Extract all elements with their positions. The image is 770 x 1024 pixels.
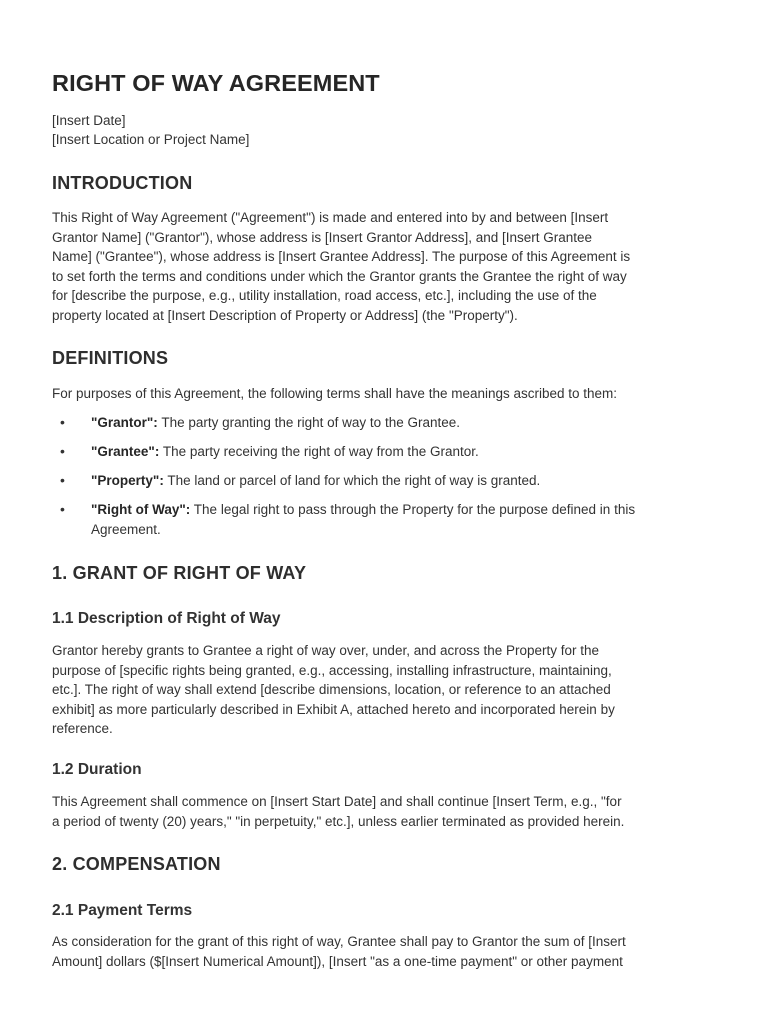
paragraph-line: Amount] dollars ($[Insert Numerical Amount]), [Insert "as a one-time payment" or other payment <box>52 953 623 969</box>
paragraph-line: for [describe the purpose, e.g., utility installation, road access, etc.], including the use of the <box>52 288 597 303</box>
definition-text: The party receiving the right of way from the Grantor. <box>159 444 479 459</box>
paragraph-line: reference. <box>52 721 113 736</box>
bullet-icon: • <box>60 443 65 459</box>
section-2-1-paragraph <box>52 932 724 971</box>
definition-term: "Grantee": <box>91 444 160 459</box>
definition-term: "Property": <box>91 473 164 488</box>
location-placeholder: [Insert Location or Project Name] <box>52 132 250 147</box>
introduction-paragraph <box>52 208 724 325</box>
section-2-heading: 2. COMPENSATION <box>52 854 221 874</box>
document-title: RIGHT OF WAY AGREEMENT <box>52 70 380 96</box>
paragraph-line: exhibit] as more particularly described in Exhibit A, attached hereto and incorporated herein by <box>52 701 615 717</box>
bullet-icon: • <box>60 501 65 517</box>
paragraph-line: For purposes of this Agreement, the following terms shall have the meanings ascribed to them: <box>52 386 618 401</box>
section-2-1-heading: 2.1 Payment Terms <box>52 902 193 919</box>
definition-term: "Right of Way": <box>91 502 191 517</box>
paragraph-line: This Right of Way Agreement ("Agreement") is made and entered into by and between [Insert <box>52 210 609 225</box>
definition-text: The party granting the right of way to the Grantee. <box>157 415 460 430</box>
bullet-icon: • <box>60 472 65 488</box>
paragraph-line: This Agreement shall commence on [Insert Start Date] and shall continue [Insert Term, e.g., "for <box>52 794 622 809</box>
paragraph-line: a period of twenty (20) years," "in perpetuity," etc.], unless earlier terminated as provided herein. <box>52 813 625 829</box>
paragraph-line: etc.]. The right of way shall extend [describe dimensions, location, or reference to an attached <box>52 682 611 697</box>
bullet-icon: • <box>60 414 65 430</box>
definition-text: The land or parcel of land for which the right of way is granted. <box>163 473 541 488</box>
section-1-2-heading: 1.2 Duration <box>52 761 142 778</box>
definition-text-continued: Agreement. <box>91 521 161 537</box>
section-1-1-heading: 1.1 Description of Right of Way <box>52 610 281 627</box>
definitions-heading: DEFINITIONS <box>52 348 169 368</box>
section-1-2-paragraph <box>52 792 724 831</box>
paragraph-line: Grantor hereby grants to Grantee a right of way over, under, and across the Property for the <box>52 643 600 658</box>
paragraph-line: Grantor Name] ("Grantor"), whose address is [Insert Grantor Address], and [Insert Grantee <box>52 229 593 245</box>
date-placeholder: [Insert Date] <box>52 113 126 128</box>
introduction-heading: INTRODUCTION <box>52 173 193 193</box>
paragraph-line: property located at [Insert Description of Property or Address] (the "Property"). <box>52 307 518 323</box>
paragraph-line: As consideration for the grant of this right of way, Grantee shall pay to Grantor the sum of [Insert <box>52 934 626 949</box>
paragraph-line: Name] ("Grantee"), whose address is [Insert Grantee Address]. The purpose of this Agreement is <box>52 249 631 264</box>
section-1-1-paragraph <box>52 641 724 739</box>
definitions-intro <box>52 384 724 404</box>
section-1-heading: 1. GRANT OF RIGHT OF WAY <box>52 563 307 583</box>
definition-term: "Grantor": <box>91 415 158 430</box>
definition-text: The legal right to pass through the Property for the purpose defined in this <box>190 502 636 517</box>
paragraph-line: purpose of [specific rights being granted, e.g., accessing, installing infrastructure, maintaining, <box>52 662 612 678</box>
paragraph-line: to set forth the terms and conditions under which the Grantor grants the Grantee the right of way <box>52 268 627 284</box>
